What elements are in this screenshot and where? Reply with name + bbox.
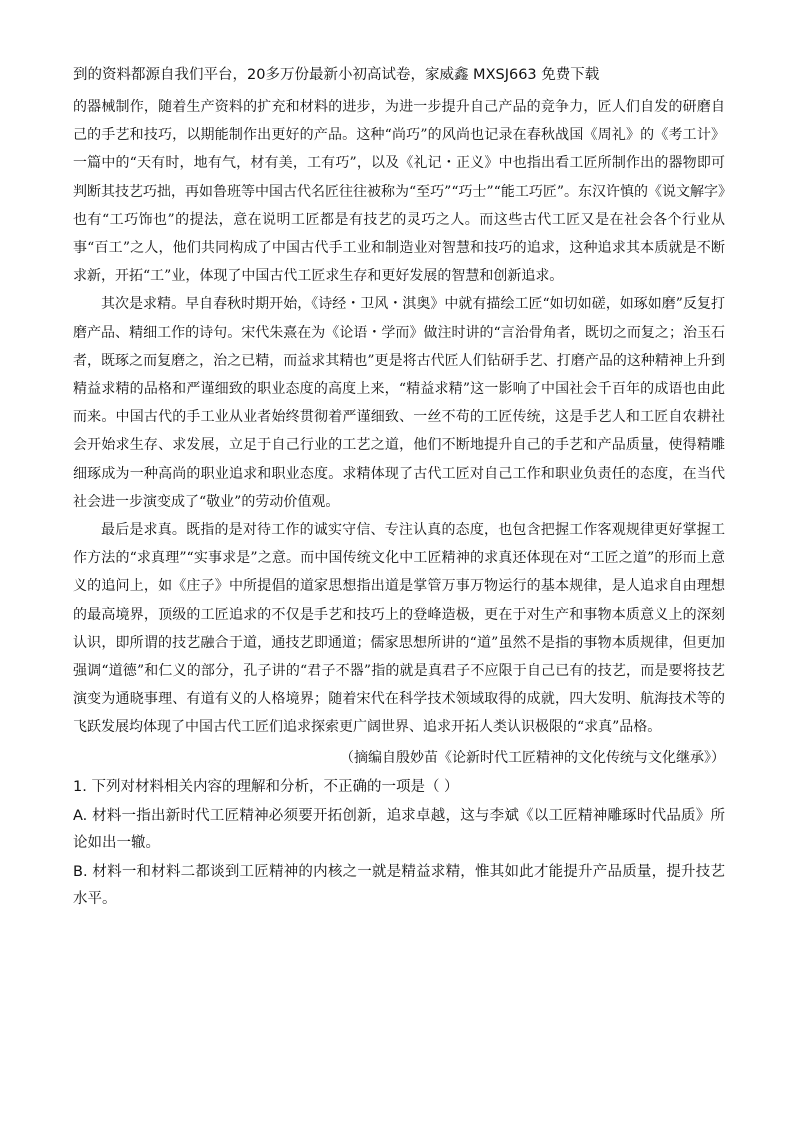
question-option-b: B. 材料一和材料二都谈到工匠精神的内核之一就是精益求精，惟其如此才能提升产品质量，提升技艺水平。: [73, 863, 725, 907]
article-source: （摘编自殷妙苗《论新时代工匠精神的文化传统与文化继承》）: [340, 749, 725, 766]
question-stem: 1. 下列对材料相关内容的理解和分析，不正确的一项是（ ）: [73, 778, 459, 795]
article-paragraph-3: 最后是求真。既指的是对待工作的诚实守信、专注认真的态度，也包含把握工作客观规律更好掌握工作方法的“求真理”“实事求是”之意。而中国传统文化中工匠精神的求真还体现在对“工匠之道”的形而上意义的追问上，如《庄子》中所提倡的道家思想指出道是掌管万事万物运行的基本规律，是人追求自由理想的最高境界，顶级的工匠追求的不仅是手艺和技巧上的登峰造极，更在于对生产和事物本质意义上的深刻认识，即所谓的技艺融合于道，通技艺即通道；儒家思想所讲的“道”虽然不是指的事物本质规律，但更加强调“道德”和仁义的部分，孔子讲的“君子不器”指的就是真君子不应限于自己已有的技艺，而是要将技艺演变为通晓事理、有道有义的人格境界；随着宋代在科学技术领域取得的成就，四大发明、航海技术等的飞跃发展均体现了中国古代工匠们追求探索更广阔世界、追求开拓人类认识极限的“求真”品格。: [73, 522, 725, 736]
header-banner: 到的资料都源自我们平台，20多万份最新小初高试卷，家威鑫 MXSJ663 免费下载: [73, 67, 600, 83]
article-paragraph-1: 的器械制作，随着生产资料的扩充和材料的进步，为进一步提升自己产品的竞争力，匠人们自发的研磨自己的手艺和技巧，以期能制作出更好的产品。这种“尚巧”的风尚也记录在春秋战国《周礼》的《考工计》一篇中的“天有时，地有气，材有美，工有巧”，以及《礼记・正义》中也指出看工匠所制作出的器物即可判断其技艺巧拙，再如鲁班等中国古代名匠往往被称为“至巧”“巧士”“能工巧匠”。东汉许慎的《说文解字》也有“工巧饰也”的提法，意在说明工匠都是有技艺的灵巧之人。而这些古代工匠又是在社会各个行业从事“百工”之人，他们共同构成了中国古代手工业和制造业对智慧和技巧的追求，这种追求其本质就是不断求新，开拓“工”业，体现了中国古代工匠求生存和更好发展的智慧和创新追求。: [73, 99, 725, 285]
page-content: [73, 63, 725, 913]
article-paragraph-2: 其次是求精。早自春秋时期开始，《诗经・卫风・淇奥》中就有描绘工匠“如切如磋，如琢如磨”反复打磨产品、精细工作的诗句。宋代朱熹在为《论语・学而》做注时讲的“言治骨角者，既切之而复之；治玉石者，既琢之而复磨之，治之已精，而益求其精也”更是将古代匠人们钻研手艺、打磨产品的这种精神上升到精益求精的品格和严谨细致的职业态度的高度上来，“精益求精”这一影响了中国社会千百年的成语也由此而来。中国古代的手工业从业者始终贯彻着严谨细致、一丝不苟的工匠传统，这是手艺人和工匠自农耕社会开始求生存、求发展，立足于自己行业的工艺之道，他们不断地提升自己的手艺和产品质量，使得精雕细琢成为一种高尚的职业追求和职业态度。求精体现了古代工匠对自己工作和职业负责任的态度，在当代社会进一步演变成了“敬业”的劳动价值观。: [73, 296, 725, 510]
question-option-a: A. 材料一指出新时代工匠精神必须要开拓创新，追求卓越，这与李斌《以工匠精神雕琢时代品质》所论如出一辙。: [73, 807, 725, 851]
